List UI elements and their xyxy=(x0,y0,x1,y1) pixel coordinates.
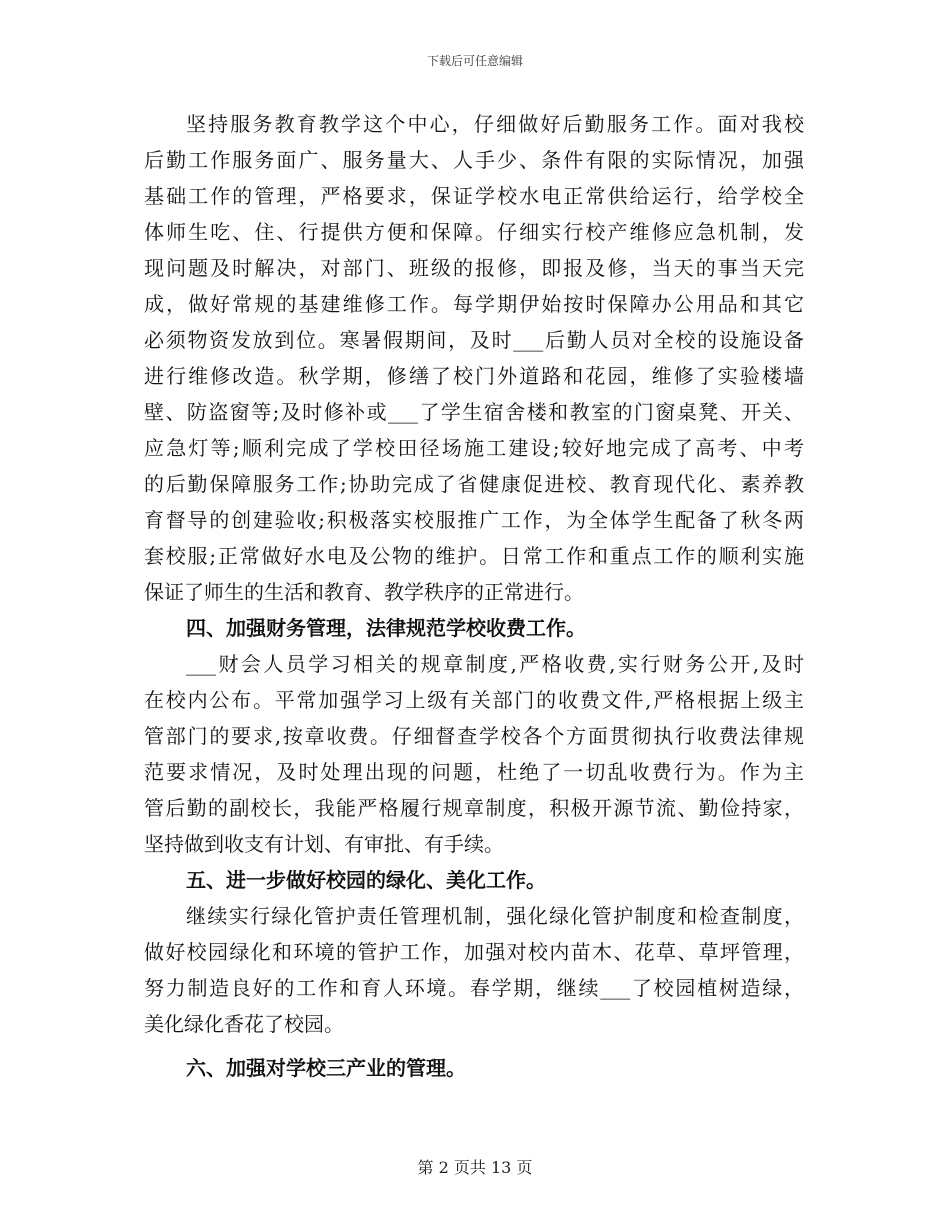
text-line: 成，做好常规的基建维修工作。每学期伊始按时保障办公用品和其它 xyxy=(144,292,804,316)
paragraph xyxy=(144,898,804,1042)
text-line: 育督导的创建验收;积极落实校服推广工作，为全体学生配备了秋冬两 xyxy=(144,508,804,532)
text-line: 坚持服务教育教学这个中心，仔细做好后勤服务工作。面对我校 xyxy=(186,112,804,136)
text-line: 美化绿化香花了校园。 xyxy=(144,1012,344,1036)
text-line: 进行维修改造。秋学期，修缮了校门外道路和花园，维修了实验楼墙 xyxy=(144,364,804,388)
page-header: 下载后可任意编辑 xyxy=(426,54,523,68)
text-line: 现问题及时解决，对部门、班级的报修，即报及修，当天的事当天完 xyxy=(144,256,804,280)
text-line: 后勤工作服务面广、服务量大、人手少、条件有限的实际情况，加强 xyxy=(144,148,804,172)
text-line: 应急灯等;顺利完成了学校田径场施工建设;较好地完成了高考、中考 xyxy=(144,436,804,460)
page-footer: 第 2 页共 13 页 xyxy=(417,1158,533,1177)
text-line: 套校服;正常做好水电及公物的维护。日常工作和重点工作的顺利实施 xyxy=(144,544,804,568)
section-heading: 六、加强对学校三产业的管理。 xyxy=(186,1056,466,1080)
text-line: 范要求情况，及时处理出现的问题，杜绝了一切乱收费行为。作为主 xyxy=(144,760,804,784)
paragraph xyxy=(144,646,804,862)
text-line: 管后勤的副校长，我能严格履行规章制度，积极开源节流、勤俭持家， xyxy=(144,796,804,820)
text-line: 基础工作的管理，严格要求，保证学校水电正常供给运行，给学校全 xyxy=(144,184,804,208)
text-line: 做好校园绿化和环境的管护工作，加强对校内苗木、花草、草坪管理， xyxy=(144,940,804,964)
document-body xyxy=(144,106,804,1086)
text-line: 坚持做到收支有计划、有审批、有手续。 xyxy=(144,832,504,856)
text-line: 体师生吃、住、行提供方便和保障。仔细实行校产维修应急机制，发 xyxy=(144,220,804,244)
text-line: ___财会人员学习相关的规章制度,严格收费,实行财务公开,及时 xyxy=(186,652,804,676)
text-line: 的后勤保障服务工作;协助完成了省健康促进校、教育现代化、素养教 xyxy=(144,472,804,496)
text-line: 在校内公布。平常加强学习上级有关部门的收费文件,严格根据上级主 xyxy=(144,688,804,712)
text-line: 管部门的要求,按章收费。仔细督查学校各个方面贯彻执行收费法律规 xyxy=(144,724,804,748)
section-heading: 四、加强财务管理，法律规范学校收费工作。 xyxy=(186,616,586,640)
text-line: 必须物资发放到位。寒暑假期间，及时___后勤人员对全校的设施设备 xyxy=(144,328,804,352)
spacer xyxy=(144,1042,804,1050)
text-line: 努力制造良好的工作和育人环境。春学期，继续___了校园植树造绿， xyxy=(144,976,804,1000)
text-line: 保证了师生的生活和教育、教学秩序的正常进行。 xyxy=(144,580,584,604)
text-line: 壁、防盗窗等;及时修补或___了学生宿舍楼和教室的门窗桌凳、开关、 xyxy=(144,400,804,424)
section-heading: 五、进一步做好校园的绿化、美化工作。 xyxy=(186,868,546,892)
paragraph xyxy=(144,106,804,610)
text-line: 继续实行绿化管护责任管理机制，强化绿化管护制度和检查制度， xyxy=(186,904,804,928)
